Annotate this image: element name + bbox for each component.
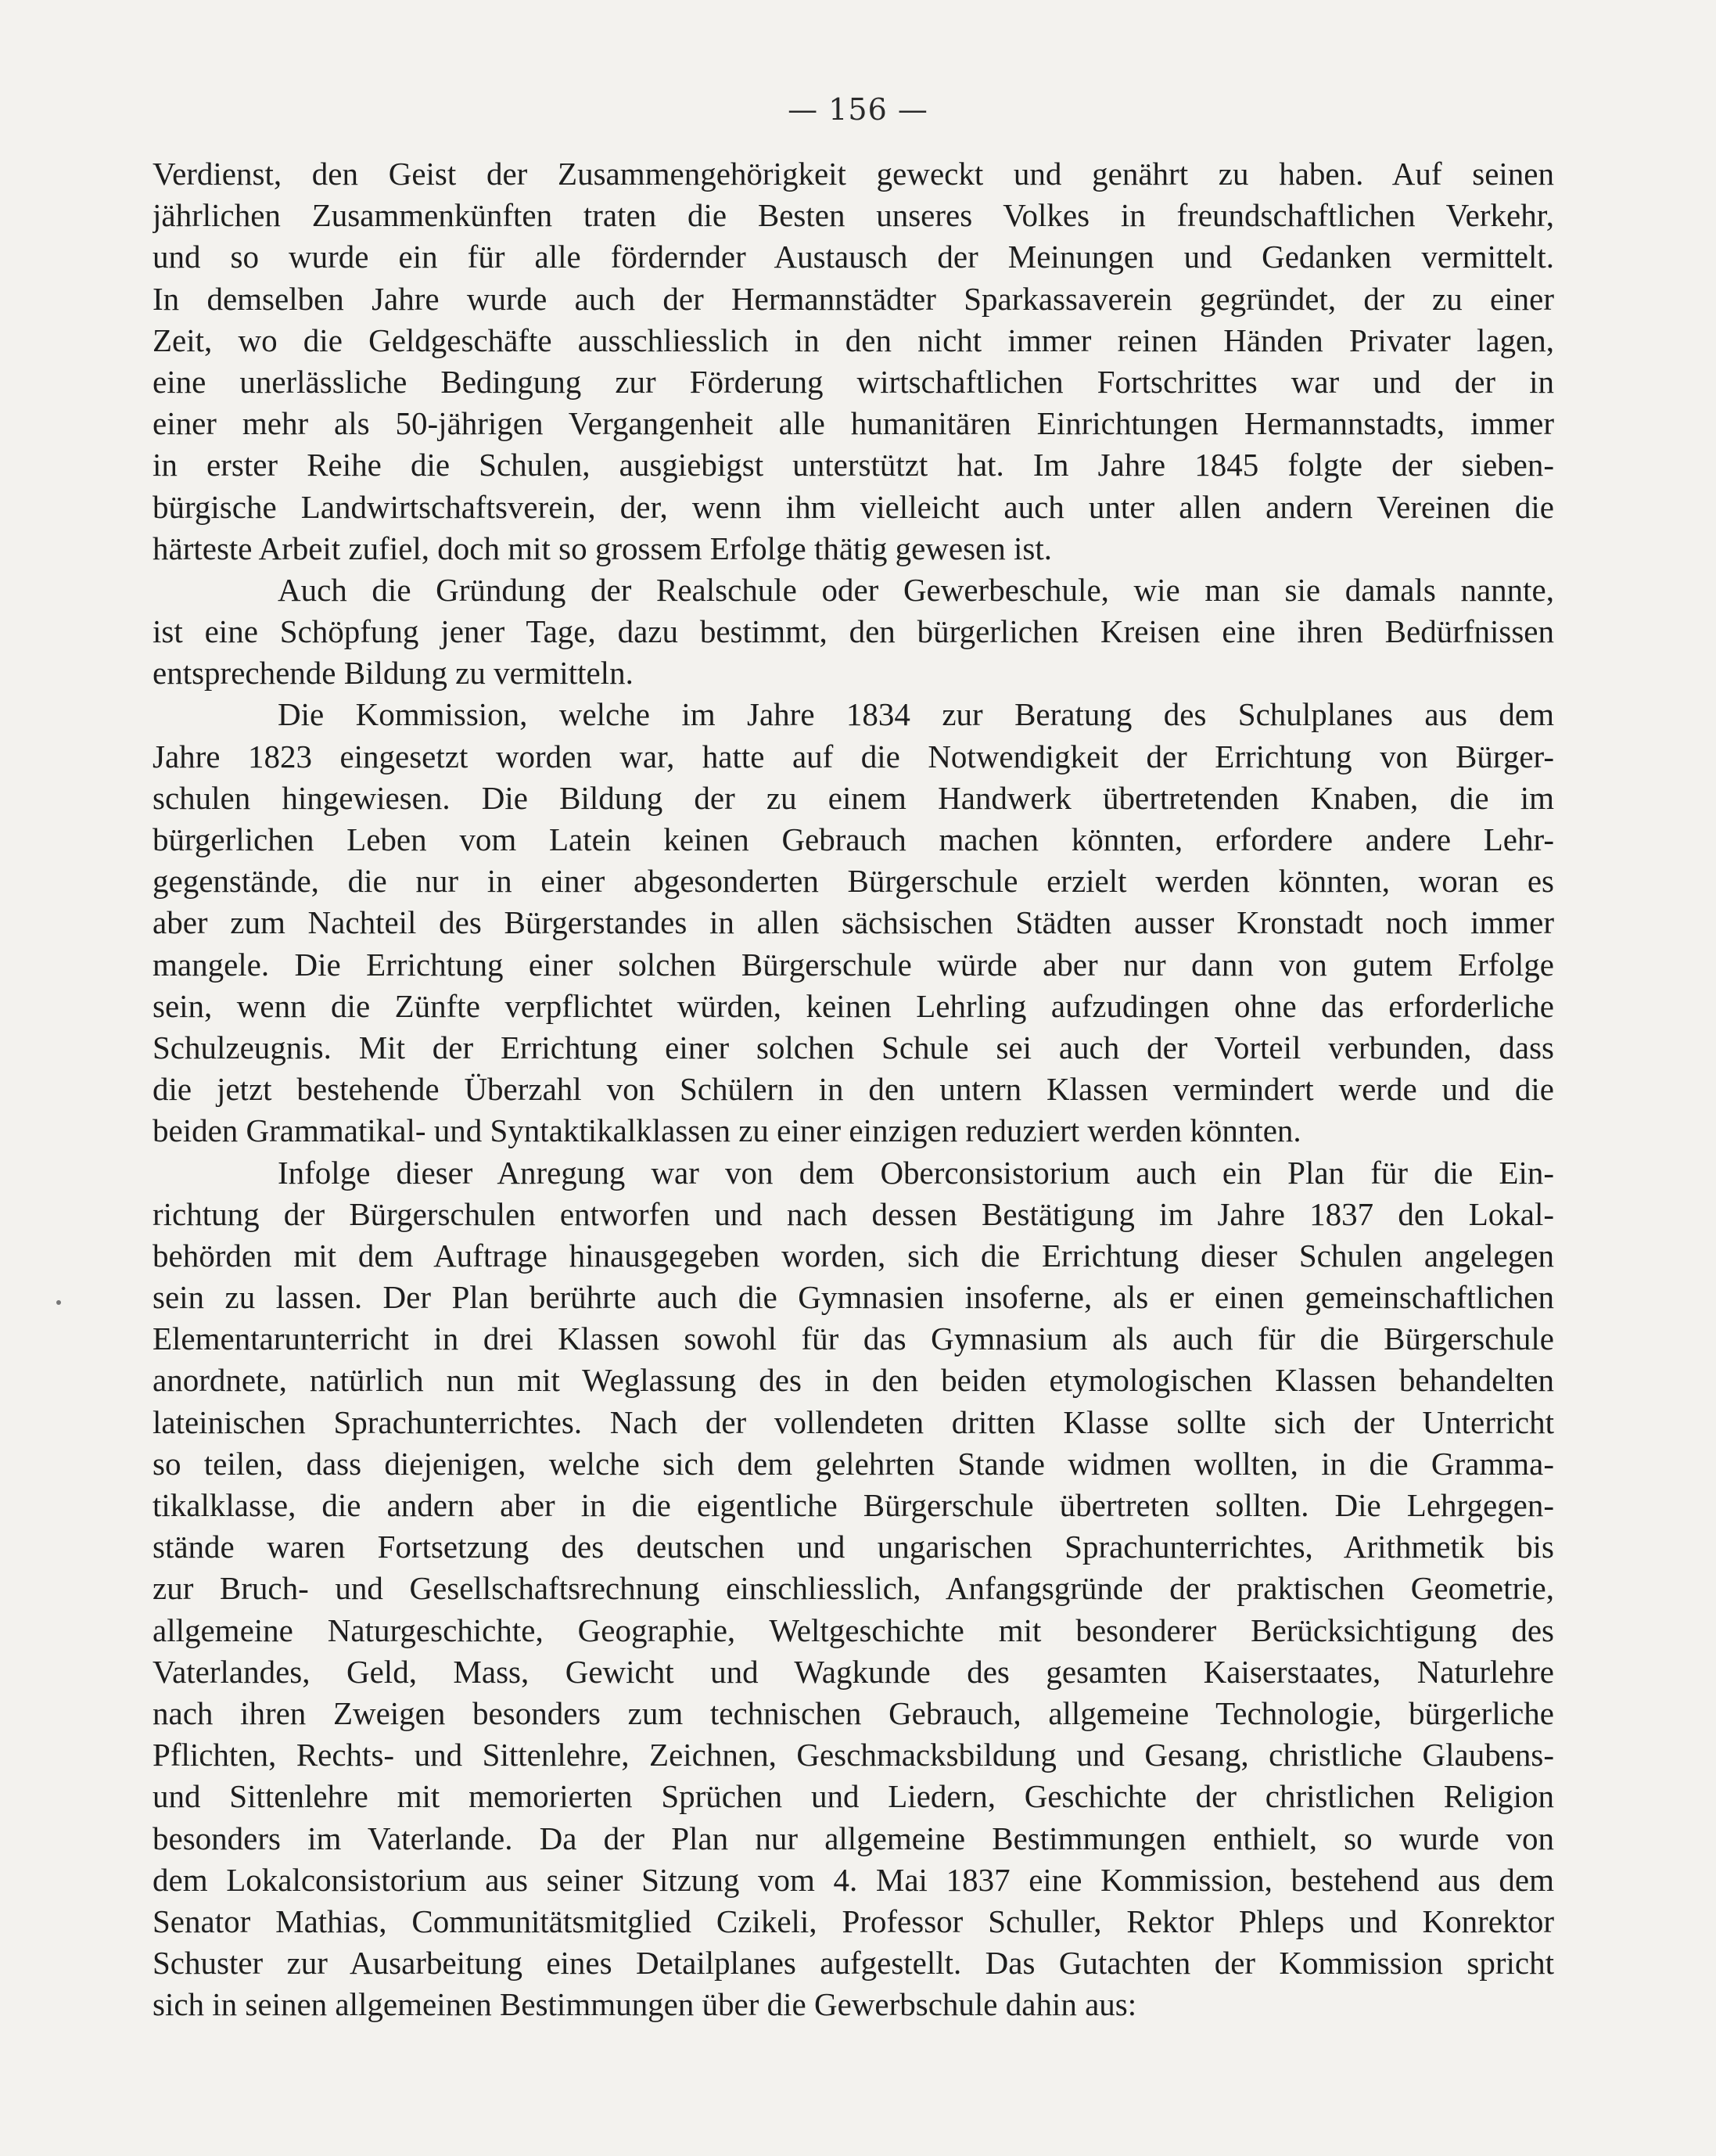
text-line: nach ihren Zweigen besonders zum technischen Gebrauch, allgemeine Technologie, bürgerliche xyxy=(153,1694,1554,1731)
text-line: Vaterlandes, Geld, Mass, Gewicht und Wagkunde des gesamten Kaiserstaates, Naturlehre xyxy=(153,1653,1554,1690)
text-line: schulen hingewiesen. Die Bildung der zu einem Handwerk übertretenden Knaben, die im xyxy=(153,779,1554,816)
text-line: Jahre 1823 eingesetzt worden war, hatte auf die Notwendigkeit der Errichtung von Bürger- xyxy=(153,738,1554,774)
text-line: sein, wenn die Zünfte verpflichtet würden, keinen Lehrling aufzudingen ohne das erforderliche xyxy=(153,987,1554,1024)
text-line: allgemeine Naturgeschichte, Geographie, Weltgeschichte mit besonderer Berücksichtigung des xyxy=(153,1612,1554,1648)
text-line: Auch die Gründung der Realschule oder Gewerbeschule, wie man sie damals nannte, xyxy=(278,571,1554,608)
text-line: Elementarunterricht in drei Klassen sowohl für das Gymnasium als auch für die Bürgerschule xyxy=(153,1321,1554,1357)
text-line: Zeit, wo die Geldgeschäfte ausschliesslich in den nicht immer reinen Händen Privater lagen, xyxy=(153,322,1554,358)
text-line: mangele. Die Errichtung einer solchen Bürgerschule würde aber nur dann von gutem Erfolge xyxy=(153,946,1554,983)
text-line: sich in seinen allgemeinen Bestimmungen über die Gewerbschule dahin aus: xyxy=(153,1986,1137,2023)
margin-speck xyxy=(56,1300,61,1305)
text-line: aber zum Nachteil des Bürgerstandes in allen sächsischen Städten ausser Kronstadt noch immer xyxy=(153,904,1554,941)
text-line: anordnete, natürlich nun mit Weglassung des in den beiden etymologischen Klassen behandelten xyxy=(153,1362,1554,1399)
text-line: härteste Arbeit zufiel, doch mit so grossem Erfolge thätig gewesen ist. xyxy=(153,530,1052,566)
text-line: Infolge dieser Anregung war von dem Oberconsistorium auch ein Plan für die Ein- xyxy=(278,1154,1554,1191)
text-line: Schuster zur Ausarbeitung eines Detailplanes aufgestellt. Das Gutachten der Kommission spricht xyxy=(153,1945,1554,1982)
text-line: ist eine Schöpfung jener Tage, dazu bestimmt, den bürgerlichen Kreisen eine ihren Bedürfnissen xyxy=(153,613,1554,650)
body-text xyxy=(153,153,1554,2025)
text-line: jährlichen Zusammenkünften traten die Besten unseres Volkes in freundschaftlichen Verkehr, xyxy=(153,197,1554,234)
text-line: Schulzeugnis. Mit der Errichtung einer solchen Schule sei auch der Vorteil verbunden, dass xyxy=(153,1029,1554,1065)
text-line: richtung der Bürgerschulen entworfen und nach dessen Bestätigung im Jahre 1837 den Lokal- xyxy=(153,1195,1554,1232)
text-line: dem Lokalconsistorium aus seiner Sitzung vom 4. Mai 1837 eine Kommission, bestehend aus dem xyxy=(153,1861,1554,1898)
text-line: und Sittenlehre mit memorierten Sprüchen und Liedern, Geschichte der christlichen Religion xyxy=(153,1778,1554,1815)
text-line: Senator Mathias, Communitätsmitglied Czikeli, Professor Schuller, Rektor Phleps und Konrektor xyxy=(153,1903,1554,1939)
text-line: bürgische Landwirtschaftsverein, der, wenn ihm vielleicht auch unter allen andern Vereinen die xyxy=(153,488,1554,525)
text-line: die jetzt bestehende Überzahl von Schülern in den untern Klassen vermindert werde und die xyxy=(153,1071,1554,1108)
text-line: so teilen, dass diejenigen, welche sich dem gelehrten Stande widmen wollten, in die Gramma- xyxy=(153,1445,1554,1482)
text-line: bürgerlichen Leben vom Latein keinen Gebrauch machen könnten, erfordere andere Lehr- xyxy=(153,821,1554,857)
text-line: entsprechende Bildung zu vermitteln. xyxy=(153,655,634,692)
text-line: tikalklasse, die andern aber in die eigentliche Bürgerschule übertreten sollten. Die Lehrgegen- xyxy=(153,1487,1554,1523)
text-line: lateinischen Sprachunterrichtes. Nach der vollendeten dritten Klasse sollte sich der Unterricht xyxy=(153,1403,1554,1440)
page-number: — 156 — xyxy=(788,92,928,127)
text-line: beiden Grammatikal- und Syntaktikalklassen zu einer einzigen reduziert werden könnten. xyxy=(153,1112,1301,1149)
text-line: Pflichten, Rechts- und Sittenlehre, Zeichnen, Geschmacksbildung und Gesang, christliche Glaubens- xyxy=(153,1737,1554,1773)
text-line: besonders im Vaterlande. Da der Plan nur allgemeine Bestimmungen enthielt, so wurde von xyxy=(153,1820,1554,1856)
text-line: In demselben Jahre wurde auch der Hermannstädter Sparkassaverein gegründet, der zu einer xyxy=(153,280,1554,317)
text-line: sein zu lassen. Der Plan berührte auch die Gymnasien insoferne, als er einen gemeinschaftlichen xyxy=(153,1279,1554,1316)
text-line: behörden mit dem Auftrage hinausgegeben worden, sich die Errichtung dieser Schulen angelegen xyxy=(153,1237,1554,1274)
text-line: Die Kommission, welche im Jahre 1834 zur Beratung des Schulplanes aus dem xyxy=(278,696,1554,733)
text-line: einer mehr als 50-jährigen Vergangenheit alle humanitären Einrichtungen Hermannstadts, immer xyxy=(153,405,1554,442)
text-line: und so wurde ein für alle fördernder Austausch der Meinungen und Gedanken vermittelt. xyxy=(153,239,1554,275)
text-line: Verdienst, den Geist der Zusammengehörigkeit geweckt und genährt zu haben. Auf seinen xyxy=(153,156,1554,192)
text-line: zur Bruch- und Gesellschaftsrechnung einschliesslich, Anfangsgründe der praktischen Geometrie, xyxy=(153,1570,1554,1607)
text-line: stände waren Fortsetzung des deutschen und ungarischen Sprachunterrichtes, Arithmetik bis xyxy=(153,1529,1554,1565)
text-line: in erster Reihe die Schulen, ausgiebigst unterstützt hat. Im Jahre 1845 folgte der sieben- xyxy=(153,447,1554,483)
text-line: eine unerlässliche Bedingung zur Förderung wirtschaftlichen Fortschrittes war und der in xyxy=(153,363,1554,400)
text-line: gegenstände, die nur in einer abgesonderten Bürgerschule erzielt werden könnten, woran es xyxy=(153,863,1554,900)
